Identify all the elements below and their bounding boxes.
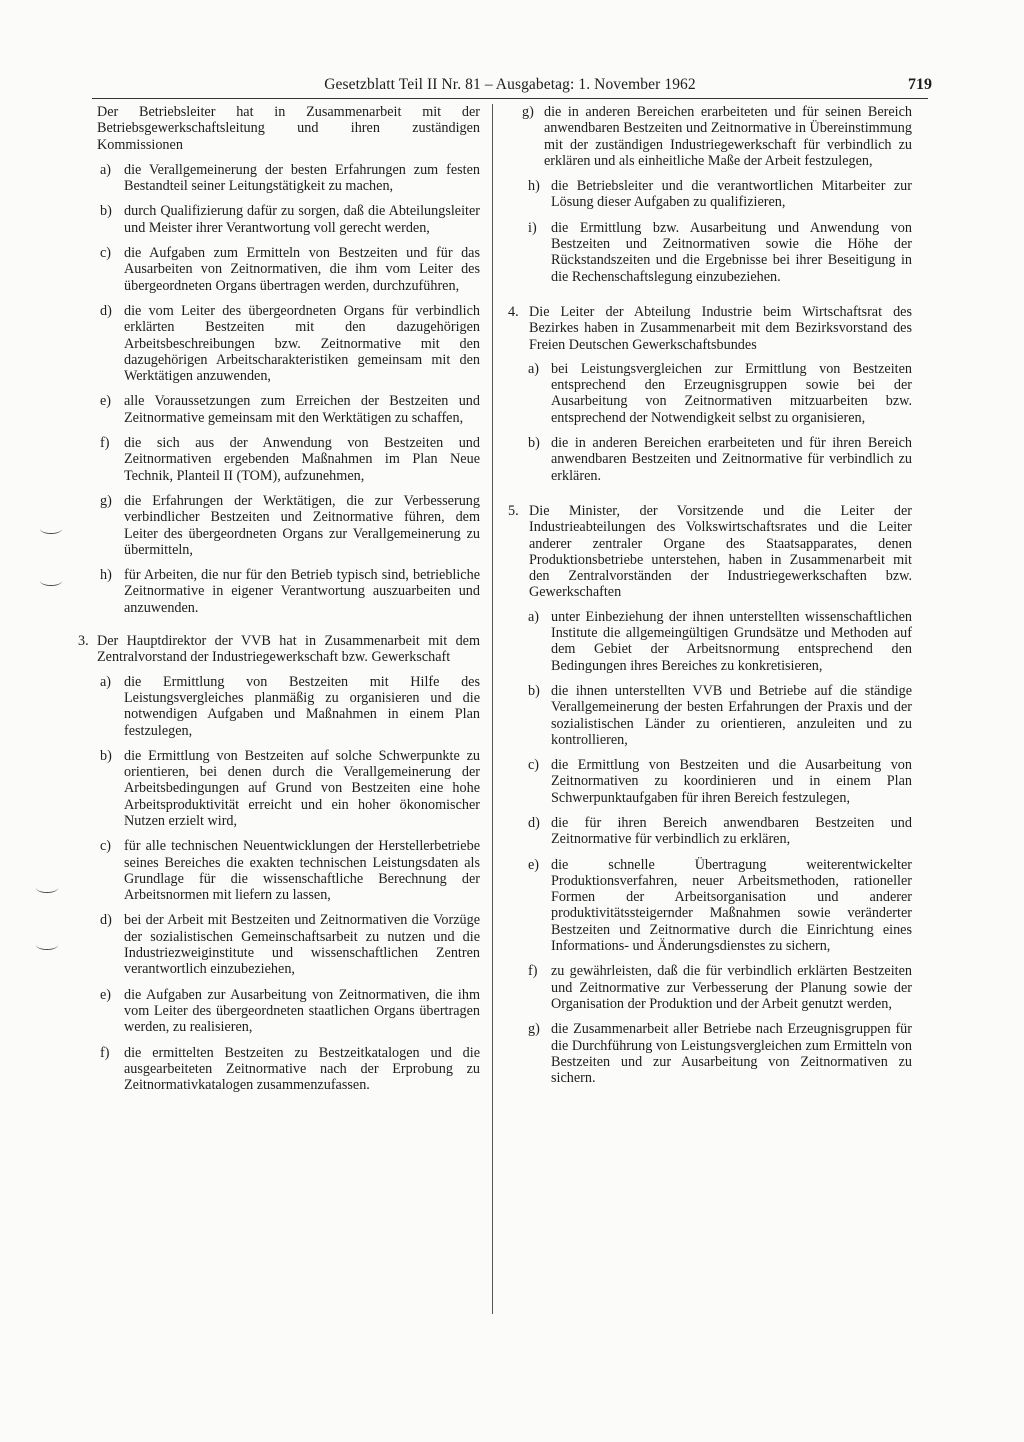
- list-item: [508, 857, 912, 955]
- list-item: [78, 567, 480, 616]
- section-text: Der Hauptdirektor der VVB hat in Zusammenarbeit mit dem Zentralvorstand der Industriegewerkschaft bzw. Gewerkschaft: [97, 633, 480, 666]
- list-item: [508, 609, 912, 674]
- item-text: unter Einbeziehung der ihnen unterstellten wissenschaftlichen Institute die allgemeingültigen Grundsätze und Methoden auf dem Gebiet der Arbeitsnormung entsprechend den Bedingungen ihres Bereiches zu konkretisieren,: [551, 608, 912, 674]
- section-5: [508, 503, 912, 601]
- item-text: die in anderen Bereichen erarbeiteten und für ihren Bereich anwendbaren Bestzeiten und Zeitnormative für verbindlich zu erklären.: [551, 435, 912, 484]
- item-label: a): [100, 161, 112, 178]
- item-label: a): [528, 608, 540, 625]
- list-item: [78, 435, 480, 484]
- item-text: die Verallgemeinerung der besten Erfahrungen zum festen Bestandteil seiner Leitungstätigkeit zu machen,: [124, 161, 480, 195]
- item-label: g): [522, 104, 534, 120]
- item-text: alle Voraussetzungen zum Erreichen der Bestzeiten und Zeitnormative gemeinsam mit den Werktätigen zu schaffen,: [124, 393, 480, 426]
- paragraph-intro: Der Betriebsleiter hat in Zusammenarbeit mit der Betriebsgewerkschaftsleitung und ihren zuständigen Kommissionen: [97, 104, 480, 153]
- item-label: b): [100, 747, 112, 764]
- item-label: g): [528, 1021, 540, 1038]
- item-label: h): [100, 567, 112, 584]
- item-label: c): [528, 757, 540, 774]
- margin-tick-mark: [40, 524, 62, 534]
- header-title: Gesetzblatt Teil II Nr. 81 – Ausgabetag: 1. November 1962: [324, 76, 696, 93]
- item-label: i): [528, 219, 537, 236]
- margin-tick-mark: [40, 576, 62, 586]
- item-text: bei Leistungsvergleichen zur Ermittlung von Bestzeiten entsprechend den Erzeugnisgruppen sowie bei der Ausarbeitung von Zeitnormativen mitzuarbeiten bzw. entsprechend der Notwendigkeit selbst zu organisieren,: [551, 360, 912, 426]
- item-label: f): [100, 435, 110, 452]
- page-header: [92, 76, 932, 99]
- item-label: f): [100, 1044, 110, 1061]
- list-item: [78, 912, 480, 977]
- item-text: die ermittelten Bestzeiten zu Bestzeitkatalogen und die ausgearbeiteten Zeitnormative nach der Erprobung zu Zeitnormativkatalogen zusammenzufassen.: [124, 1044, 480, 1094]
- list-item: [508, 178, 912, 211]
- item-label: e): [100, 986, 112, 1003]
- right-column: [508, 104, 912, 1095]
- item-text: die in anderen Bereichen erarbeiteten und für seinen Bereich anwendbaren Bestzeiten und Zeitnormative in Übereinstimmung mit der zuständigen Industriegewerkschaft für verbindlich zu erklären und als einheitliche Maße der Arbeit festzulegen,: [544, 104, 912, 169]
- section-4: [508, 304, 912, 353]
- section-number: 5.: [508, 502, 519, 519]
- item-text: die für ihren Bereich anwendbaren Bestzeiten und Zeitnormative für verbindlich zu erklären,: [551, 814, 912, 848]
- item-text: bei der Arbeit mit Bestzeiten und Zeitnormativen die Vorzüge der sozialistischen Gemeinschaftsarbeit zu nutzen und die Industriezweiginstitute und wissenschaftlichen Zentren verantwortlich einzubeziehen,: [124, 912, 480, 978]
- item-text: die Aufgaben zum Ermitteln von Bestzeiten und für das Ausarbeiten von Zeitnormativen, die ihm vom Leiter des übergeordneten Organs übertragen werden, durchzuführen,: [124, 245, 480, 294]
- list-item: [78, 1045, 480, 1094]
- item-label: a): [100, 673, 112, 690]
- list-item: [508, 1021, 912, 1086]
- margin-tick-mark: [36, 940, 58, 950]
- item-label: c): [100, 838, 112, 855]
- item-label: b): [100, 203, 112, 220]
- item-label: c): [100, 245, 112, 262]
- item-text: die Aufgaben zur Ausarbeitung von Zeitnormativen, die ihm vom Leiter des übergeordneten staatlichen Organs übertragen werden, zu realisieren,: [124, 986, 480, 1036]
- item-text: die Ermittlung von Bestzeiten und die Ausarbeitung von Zeitnormativen zu koordinieren und in einem Plan Schwerpunktaufgaben für ihren Bereich festzulegen,: [551, 757, 912, 806]
- list-item: [508, 220, 912, 285]
- item-text: die Ermittlung von Bestzeiten auf solche Schwerpunkte zu orientieren, bei denen durch die Verallgemeinerung der Arbeitsbedingungen auf Grund von Bestzeiten eine hohe Arbeitsproduktivität erreicht und ein hoher ökonomischer Nutzen erzielt wird,: [124, 747, 480, 829]
- list-item: [78, 987, 480, 1036]
- list-item: [78, 393, 480, 426]
- item-text: die Betriebsleiter und die verantwortlichen Mitarbeiter zur Lösung dieser Aufgaben zu qualifizieren,: [551, 178, 912, 211]
- column-divider: [492, 104, 493, 1314]
- list-item: [78, 493, 480, 558]
- item-label: b): [528, 682, 540, 699]
- page-number: 719: [908, 76, 932, 93]
- item-text: die vom Leiter des übergeordneten Organs für verbindlich erklärten Bestzeiten mit den dazugehörigen Arbeitsbeschreibungen bzw. Zeitnormative mit den dazugehörigen Arbeitscharakteristiken gemeinsam mit den Werktätigen anzuwenden,: [124, 302, 480, 385]
- item-text: die Ermittlung bzw. Ausarbeitung und Anwendung von Bestzeiten und Zeitnormativen sowie die Höhe der Rückstandszeiten und die Ergebnisse bei ihrer Beseitigung in die Rechenschaftslegung einzubeziehen.: [551, 219, 912, 285]
- item-text: die Zusammenarbeit aller Betriebe nach Erzeugnisgruppen für die Durchführung von Leistungsvergleichen zum Ermitteln von Bestzeiten und zur Ausarbeitung von Zeitnormativen zu sichern.: [551, 1021, 912, 1087]
- item-text: für alle technischen Neuentwicklungen der Herstellerbetriebe seines Bereiches die exakten technischen Leistungsdaten als Grundlage für die wissenschaftliche Berechnung der Arbeitsnormen mit liefern zu lassen,: [124, 838, 480, 904]
- item-label: d): [100, 302, 112, 319]
- item-text: durch Qualifizierung dafür zu sorgen, daß die Abteilungsleiter und Meister ihrer Verantwortung voll gerecht werden,: [124, 203, 480, 236]
- item-label: e): [528, 856, 540, 873]
- item-label: d): [528, 814, 540, 831]
- section-number: 3.: [78, 633, 89, 650]
- item-label: e): [100, 393, 112, 410]
- item-text: die sich aus der Anwendung von Bestzeiten und Zeitnormativen ergebenden Maßnahmen im Plan Neue Technik, Planteil II (TOM), aufzunehmen,: [124, 435, 480, 484]
- section-number: 4.: [508, 303, 519, 320]
- left-column: [78, 104, 480, 1102]
- list-item: [508, 757, 912, 806]
- list-item: [78, 245, 480, 294]
- list-item: [508, 361, 912, 426]
- list-item: [508, 815, 912, 848]
- list-item: [508, 963, 912, 1012]
- list-item: [508, 435, 912, 484]
- item-label: d): [100, 912, 112, 929]
- list-item: [78, 748, 480, 829]
- section-text: Die Minister, der Vorsitzende und die Leiter der Industrieabteilungen des Volkswirtschaftsrates und die Leiter anderer zentraler Organe des Staatsapparates, denen Produktionsbetriebe unterstehen, haben in Zusammenarbeit mit den Zentralvorständen der Industriegewerkschaften bzw. Gewerkschaften: [529, 502, 912, 601]
- item-label: a): [528, 360, 540, 377]
- item-label: b): [528, 435, 540, 452]
- list-item: [78, 674, 480, 739]
- item-text: für Arbeiten, die nur für den Betrieb typisch sind, betriebliche Zeitnormative in eigener Verantwortung auszuarbeiten und anzuwenden.: [124, 567, 480, 616]
- item-label: g): [100, 492, 112, 509]
- item-text: zu gewährleisten, daß die für verbindlich erklärten Bestzeiten und Zeitnormative zur Verbesserung der Planung sowie der Organisation der Produktion und der Arbeit genutzt werden,: [551, 963, 912, 1012]
- list-item: [78, 303, 480, 384]
- section-3: [78, 633, 480, 666]
- margin-tick-mark: [36, 883, 58, 893]
- section-text: Die Leiter der Abteilung Industrie beim Wirtschaftsrat des Bezirkes haben in Zusammenarbeit mit dem Bezirksvorstand des Freien Deutschen Gewerkschaftsbundes: [529, 303, 912, 353]
- list-item: [508, 104, 912, 169]
- item-text: die ihnen unterstellten VVB und Betriebe auf die ständige Verallgemeinerung der besten Erfahrungen der Praxis und der sozialistischen Länder zu orientieren, anzuleiten und zu kontrollieren,: [551, 682, 912, 748]
- item-text: die Ermittlung von Bestzeiten mit Hilfe des Leistungsvergleiches planmäßig zu organisieren und die notwendigen Aufgaben und Maßnahmen in einem Plan festzulegen,: [124, 673, 480, 739]
- list-item: [78, 203, 480, 236]
- item-label: h): [528, 178, 540, 195]
- list-item: [78, 838, 480, 903]
- list-item: [78, 162, 480, 195]
- item-text: die Erfahrungen der Werktätigen, die zur Verbesserung verbindlicher Bestzeiten und Zeitnormative führen, dem Leiter des übergeordneten Organs zur Verallgemeinerung zu übermitteln,: [124, 492, 480, 558]
- list-item: [508, 683, 912, 748]
- item-text: die schnelle Übertragung weiterentwickelter Produktionsverfahren, neuer Arbeitsmethoden, rationeller Formen der Arbeitsorganisation und anderer produktivitätssteigernder Maßnahmen sowie veränderter Bestzeiten und Zeitnormative durch die Einrichtung eines Informations- und Änderungsdienstes zu sichern,: [551, 856, 912, 955]
- item-label: f): [528, 963, 538, 980]
